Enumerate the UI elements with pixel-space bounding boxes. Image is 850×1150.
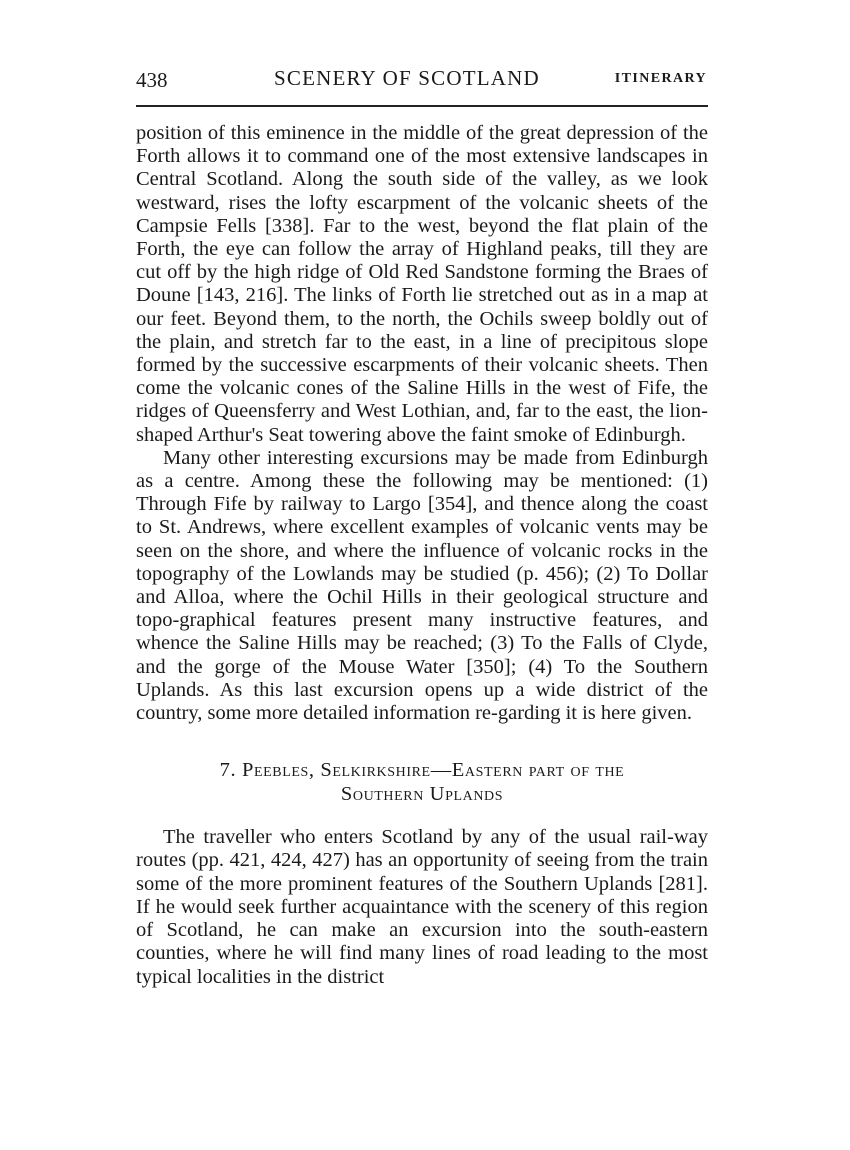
header-rule	[136, 105, 708, 107]
running-head	[136, 66, 707, 98]
section-heading	[136, 758, 708, 806]
paragraph-southern-uplands: The traveller who enters Scotland by any of the usual rail-way routes (pp. 421, 424, 427) has an opportunity of seeing from the train some of the more prominent features of the Southern Uplands [281]. If he would seek further acquaintance with the scenery of this region of Scotland, he can make an excursion into the south-eastern counties, where he will find many lines of road leading to the most typical localities in the district	[136, 826, 708, 988]
section-heading-line-2: Southern Uplands	[340, 783, 504, 806]
running-section: ITINERARY	[614, 71, 707, 86]
body-text	[136, 122, 708, 989]
running-title: SCENERY OF SCOTLAND	[274, 66, 540, 90]
paragraph-excursions: Many other interesting excursions may be made from Edinburgh as a centre. Among these the following may be mentioned: (1) Through Fife by railway to Largo [354], and thence along the coast to St. Andrews, where excellent examples of volcanic vents may be seen on the shore, and where the influence of volcanic rocks in the topography of the Lowlands may be studied (p. 456); (2) To Dollar and Alloa, where the Ochil Hills in their geological structure and topo-graphical features present many instructive features, and whence the Saline Hills may be reached; (3) To the Falls of Clyde, and the gorge of the Mouse Water [350]; (4) To the Southern Uplands. As this last excursion opens up a wide district of the country, some more detailed information re-garding it is here given.	[136, 446, 708, 725]
page-number: 438	[136, 68, 168, 92]
paragraph-continued: position of this eminence in the middle of the great depression of the Forth allows it to command one of the most extensive landscapes in Central Scotland. Along the south side of the valley, as we look westward, rises the lofty escarpment of the volcanic sheets of the Campsie Fells [338]. Far to the west, beyond the flat plain of the Forth, the eye can follow the array of Highland peaks, till they are cut off by the high ridge of Old Red Sandstone forming the Braes of Doune [143, 216]. The links of Forth lie stretched out as in a map at our feet. Beyond them, to the north, the Ochils sweep boldly out of the plain, and stretch far to the east, in a line of precipitous slope formed by the successive escarpments of their volcanic sheets. Then come the volcanic cones of the Saline Hills in the west of Fife, the ridges of Queensferry and West Lothian, and, far to the east, the lion-shaped Arthur's Seat towering above the faint smoke of Edinburgh.	[136, 122, 708, 446]
section-heading-line-1: 7. Peebles, Selkirkshire—Eastern part of the	[219, 759, 625, 782]
